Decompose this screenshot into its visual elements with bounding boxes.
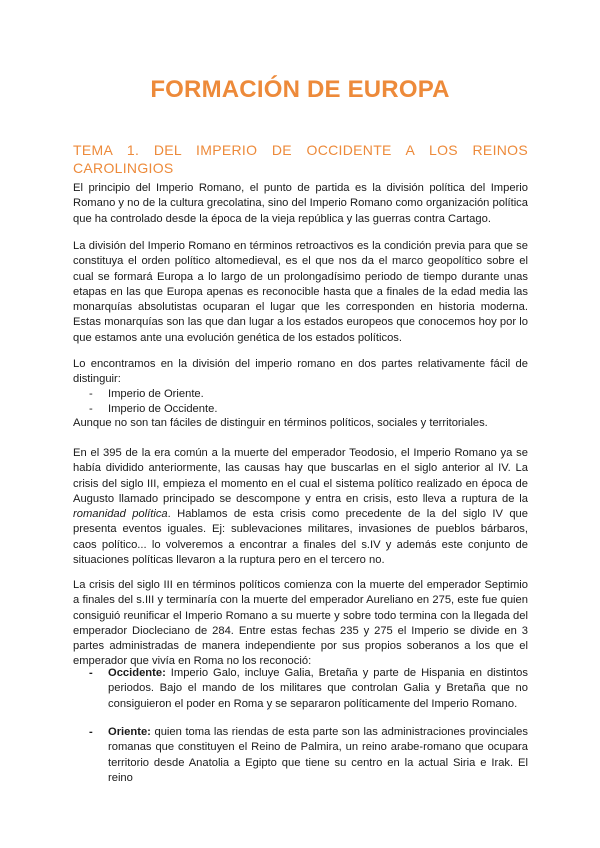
list-dash: - [89, 403, 93, 415]
list-dash: - [89, 667, 93, 679]
paragraph-2: La división del Imperio Romano en términos retroactivos es la condición previa para que se constituya el orden político altomedieval, es el que nos da el marco geopolítico sobre el cual se formará Europa a lo largo de un prolongadísimo periodo de tiempo durante unas etapas en las que Europa apenas es reconocible hasta que a finales de la edad media las monarquías absolutistas ocuparan el lugar que les corresponden en historia moderna. Estas monarquías son las que dan lugar a los estados europeos que conocemos hoy por lo que estamos ante una evolución genética de los estados políticos. [73, 240, 528, 344]
paragraph-5 [73, 446, 528, 568]
list-item-occidente: Imperio de Occidente. [108, 403, 218, 415]
list-item-occidente-detail [73, 666, 528, 712]
list-term: Occidente: [108, 667, 166, 679]
paragraph-5-part-b: . Hablamos de esta crisis como precedente de la del siglo IV que presenta eventos iguales. Ej: sublevaciones militares, invasiones de pueblos bárbaros, caos político... lo volveremos a encontrar a finales del s.IV y además este conjunto de situaciones políticas llevaron a la ruptura pero en el tercero no. [73, 508, 528, 567]
paragraph-5-emphasis: romanidad política [73, 508, 168, 521]
list-term: Oriente: [108, 726, 151, 738]
list-dash: - [89, 388, 93, 400]
list-item-oriente-detail [73, 725, 528, 786]
paragraph-5-part-a: En el 395 de la era común a la muerte del emperador Teodosio, el Imperio Romano ya se había dividido anteriormente, las causas hay que buscarlas en el siglo anterior al IV. La crisis del siglo III, empieza el momento en el cual el sistema político realizado en época de Augusto llamado principado se descompone y entra en crisis, esto lleva a ruptura de la [73, 447, 528, 505]
page-title: FORMACIÓN DE EUROPA [150, 76, 450, 103]
list-dash: - [89, 726, 93, 738]
section-heading: TEMA 1. DEL IMPERIO DE OCCIDENTE A LOS REINOS CAROLINGIOS [73, 142, 528, 176]
paragraph-1: El principio del Imperio Romano, el punto de partida es la división política del Imperio Romano y no de la cultura grecolatina, sino del Imperio Romano como organización política que ha controlado desde la época de la vieja república y las guerras contra Cartago. [73, 182, 528, 225]
list-item-text [108, 666, 528, 712]
list-item-oriente: Imperio de Oriente. [108, 388, 204, 400]
list-item-text [108, 725, 528, 786]
paragraph-3: Lo encontramos en la división del imperio romano en dos partes relativamente fácil de distinguir: [73, 358, 528, 386]
list-description: Imperio Galo, incluye Galia, Bretaña y parte de Hispania en distintos periodos. Bajo el mando de los militares que controlan Galia y Bretaña que no consiguieron el poder en Roma y se separaron políticamente del Imperio Romano. [108, 667, 528, 710]
list-description: quien toma las riendas de esta parte son las administraciones provinciales romanas que constituyen el Reino de Palmira, un reino arabe-romano que ocupara territorio desde Anatolia a Egipto que tiene su centro en la actual Siria e Irak. El reino [108, 726, 528, 784]
paragraph-4: Aunque no son tan fáciles de distinguir en términos políticos, sociales y territoriales. [73, 417, 488, 429]
paragraph-6: La crisis del siglo III en términos políticos comienza con la muerte del emperador Septimio a finales del s.III y terminaría con la muerte del emperador Aureliano en 275, este fue quien consiguió reunificar el Imperio Romano a su muerte y sobre todo termina con la llegada del emperador Diocleciano de 284. Entre estas fechas 235 y 275 el Imperio se divide en 3 partes administradas de manera independiente por sus propios soberanos a los que el emperador que vivía en Roma no los reconoció: [73, 579, 528, 668]
